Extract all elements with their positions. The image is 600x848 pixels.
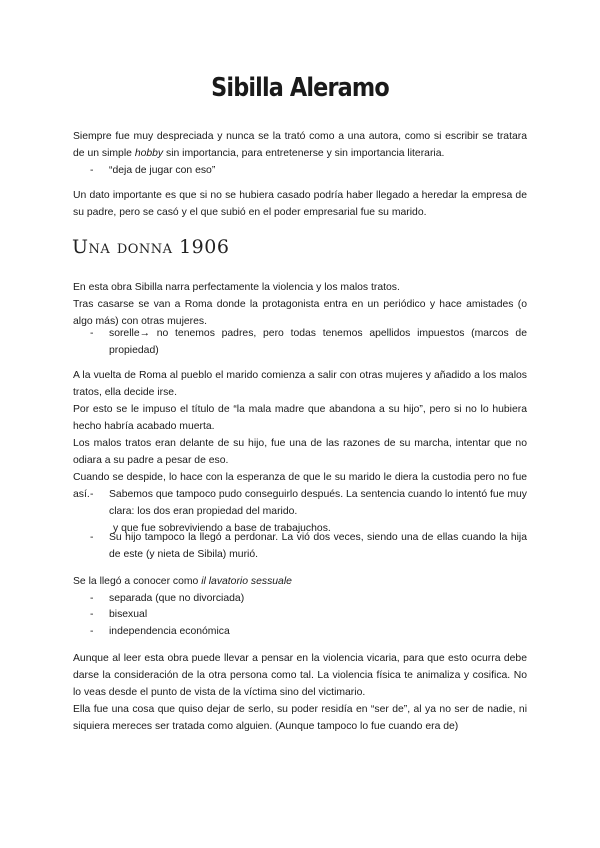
bullet-dash: - — [90, 593, 94, 604]
intro-paragraph-2: Un dato importante es que si no se hubiera casado podría haber llegado a heredar la empresa de su padre, pero se casó y el que subió en el poder empresarial fue su marido. — [73, 190, 527, 218]
list-item: bisexual — [109, 609, 148, 620]
list-item: independencia económica — [109, 626, 230, 637]
page-title: Sibilla Aleramo — [211, 73, 389, 103]
section-paragraph-8: Aunque al leer esta obra puede llevar a pensar en la violencia vicaria, para que esto ocurra debe darse la consideración de la otra persona como tal. La violencia física te animaliza y cosifica. No lo veas desde el punto de vista de la víctima sino del victimario. — [73, 653, 527, 698]
section-paragraph-1: En esta obra Sibilla narra perfectamente la violencia y los malos tratos. — [73, 282, 400, 293]
bullet-dash: - — [90, 609, 94, 620]
section-heading: Una donna 1906 — [72, 236, 230, 258]
italic-term-hobby: hobby — [134, 148, 164, 159]
section-paragraph-6: Cuando se despide, lo hace con la esperanza de que le su marido le diera la custodia pero no fue así. — [73, 472, 527, 500]
intro-paragraph-1 — [73, 128, 527, 162]
bullet-dash: - — [90, 626, 94, 637]
section-paragraph-4: Por esto se le impuso el título de “la mala madre que abandona a su hijo”, pero si no lo hubiera hecho habría acabado muerta. — [73, 404, 527, 432]
section-paragraph-7 — [73, 573, 527, 590]
intro-text: Siempre fue muy despreciada y nunca se la trató como a una autora, como si escribir se tratara de un simple — [73, 131, 527, 159]
bullet-dash: - — [90, 489, 94, 500]
bullet-dash: - — [90, 532, 94, 543]
nickname-intro-text: Se la llegó a conocer como — [73, 576, 202, 587]
bullet-hijo: Su hijo tampoco la llegó a perdonar. La vió dos veces, siendo una de ellas cuando la hija de este (y nieta de Sibila) murió. — [109, 532, 527, 560]
bullet-dash: - — [90, 328, 94, 339]
section-paragraph-9: Ella fue una cosa que quiso dejar de serlo, su poder residía en “ser de”, al ya no ser de nadie, ni siquiera mereces ser tratada como alguien. (Aunque tampoco lo fue cuando era de) — [73, 704, 527, 732]
intro-text-end: sin importancia, para entretenerse y sin importancia literaria. — [163, 148, 445, 159]
section-paragraph-3: A la vuelta de Roma al pueblo el marido comienza a salir con otras mujeres y añadido a los malos tratos, ella decide irse. — [73, 370, 527, 398]
bullet-dash: - — [90, 165, 94, 176]
bullet-sorelle: sorelle→ no tenemos padres, pero todas tenemos apellidos impuestos (marcos de propiedad) — [109, 328, 527, 356]
section-paragraph-2: Tras casarse se van a Roma donde la protagonista entra en un periódico y hace amistades (o algo más) con otras mujeres. — [73, 299, 527, 327]
section-paragraph-5: Los malos tratos eran delante de su hijo, fue una de las razones de su marcha, intentar que no odiara a su padre a pesar de eso. — [73, 438, 527, 466]
bullet-sentencia-continuation: y que fue sobreviviendo a base de trabajuchos. — [113, 523, 331, 534]
bullet-sentencia: Sabemos que tampoco pudo conseguirlo después. La sentencia cuando lo intentó fue muy clara: los dos eran propiedad del marido. — [109, 489, 527, 517]
intro-bullet: “deja de jugar con eso” — [109, 165, 216, 176]
italic-term-lavatorio: il lavatorio sessuale — [201, 576, 292, 587]
list-item: separada (que no divorciada) — [109, 593, 245, 604]
